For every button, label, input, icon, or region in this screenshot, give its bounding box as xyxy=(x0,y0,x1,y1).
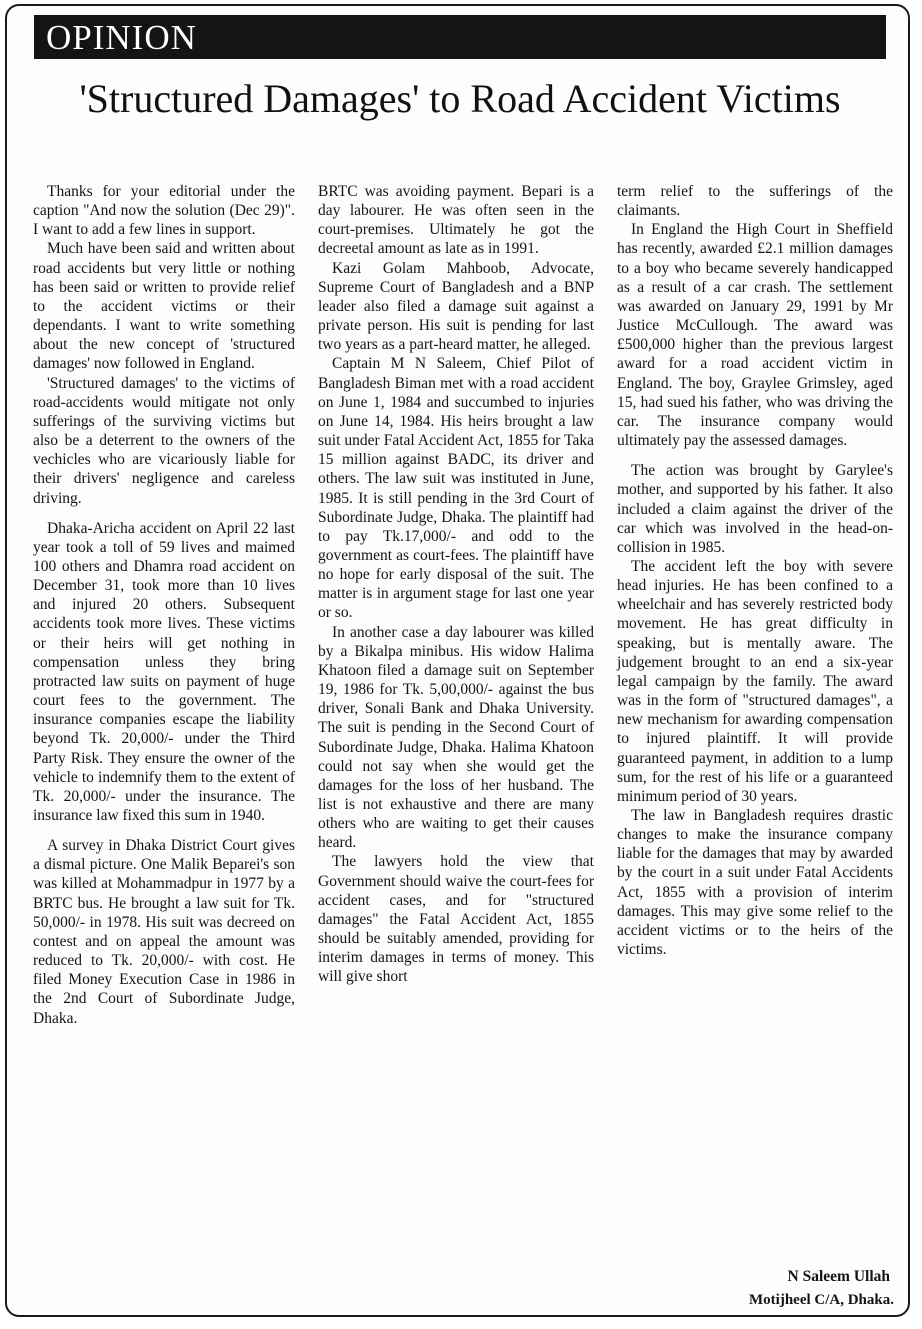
section-label: OPINION xyxy=(46,18,197,57)
paragraph: Much have been said and written about road accidents but very little or nothing has been said or written to provide relief to the accident victims or their dependants. I want to write something about the new concept of 'structured damages' now followed in England. xyxy=(33,240,295,373)
paragraph: A survey in Dhaka District Court gives a dismal picture. One Malik Beparei's son was killed at Mohammadpur in 1977 by a BRTC bus. He brought a law suit for Tk. 50,000/- in 1978. His suit was decreed on contest and on appeal the amount was reduced to Tk. 20,000/- with cost. He filed Money Execution Case in 1986 in the 2nd Court of Subordinate Judge, Dhaka. xyxy=(33,837,295,1027)
text-column-2 xyxy=(318,182,594,987)
paragraph: Thanks for your editorial under the caption "And now the solution (Dec 29)". I want to add a few lines in support. xyxy=(33,183,295,239)
paragraph: Captain M N Saleem, Chief Pilot of Bangladesh Biman met with a road accident on June 1, 1984 and succumbed to injuries on June 14, 1984. His heirs brought a law suit under Fatal Accident Act, 1855 for Taka 15 million against BADC, its driver and others. The law suit was instituted in June, 1985. It is still pending in the 3rd Court of Subordinate Judge, Dhaka. The plaintiff had to pay Tk.17,000/- and odd to the government as court-fees. The plaintiff have no hope for early disposal of the suit. The matter is in argument stage for last one year or so. xyxy=(318,355,594,622)
author-name: N Saleem Ullah xyxy=(787,1268,890,1285)
author-location: Motijheel C/A, Dhaka. xyxy=(749,1292,894,1308)
paragraph: BRTC was avoiding payment. Bepari is a day labourer. He was often seen in the court-premises. Ultimately he got the decreetal amount as late as in 1991. xyxy=(318,183,594,258)
paragraph: In another case a day labourer was killed by a Bikalpa minibus. His widow Halima Khatoon filed a damage suit on September 19, 1986 for Tk. 5,00,000/- against the bus driver, Sonali Bank and Dhaka University. The suit is pending in the Second Court of Subordinate Judge, Dhaka. Halima Khatoon could not say when she would get the damages for the loss of her husband. The list is not exhaustive and there are many others who are waiting to get their causes heard. xyxy=(318,623,594,852)
paragraph: Dhaka-Aricha accident on April 22 last year took a toll of 59 lives and maimed 100 others and Dhamra road accident on December 31, took more than 10 lives and injured 20 others. Subsequent accidents took more lives. These victims or their heirs will get nothing in compensation unless they bring protracted law suits on payment of huge court fees to the government. The insurance companies escape the liability beyond Tk. 20,000/- under the Third Party Risk. They ensure the owner of the vehicle to indemnify them to the extent of Tk. 20,000/- under the insurance. The insurance law fixed this sum in 1940. xyxy=(33,519,295,824)
paragraph: 'Structured damages' to the victims of road-accidents would mitigate not only sufferings of the surviving victims but also be a deterrent to the owners of the vechicles who are vicariously liable for their drivers' negligence and careless driving. xyxy=(33,374,295,507)
paragraph: The accident left the boy with severe head injuries. He has been confined to a wheelchair and has severely restricted body movement. He has great difficulty in speaking, but is mentally aware. The judgement brought to an end a six-year legal campaign by the family. The award was in the form of "structured damages", a new mechanism for awarding compensation to injured plaintiff. It will provide guaranteed payment, in addition to a lump sum, for the rest of his life or a guaranteed minimum period of 30 years. xyxy=(617,557,893,805)
paragraph: The lawyers hold the view that Government should waive the court-fees for accident cases, and for "structured damages" the Fatal Accident Act, 1855 should be suitably amended, providing for interim damages in terms of money. This will give short xyxy=(318,853,594,986)
text-column-1 xyxy=(33,182,295,1028)
paragraph: Kazi Golam Mahboob, Advocate, Supreme Court of Bangladesh and a BNP leader also filed a damage suit against a private person. His suit is pending for last two years as a part-heard matter, he alleged. xyxy=(318,259,594,354)
paragraph: The action was brought by Garylee's mother, and supported by his father. It also included a claim against the driver of the car which was involved in the head-on-collision in 1985. xyxy=(617,462,893,556)
paragraph: In England the High Court in Sheffield has recently, awarded £2.1 million damages to a boy who became severely handicapped as a result of a car crash. The settlement was awarded on January 29, 1991 by Mr Justice McCullough. The award was £500,000 higher than the previous largest award for a road accident victim in England. The boy, Graylee Grimsley, aged 15, had sued his father, who was driving the car. The insurance company would ultimately pay the assessed damages. xyxy=(617,221,893,450)
text-column-3 xyxy=(617,182,893,959)
headline: 'Structured Damages' to Road Accident Victims xyxy=(79,76,841,121)
paragraph: term relief to the sufferings of the claimants. xyxy=(617,183,893,220)
paragraph: The law in Bangladesh requires drastic changes to make the insurance company liable for the damages that may by awarded by the court in a suit under Fatal Accidents Act, 1855 with a provision of interim damages. This may give some relief to the accident victims or to the heirs of the victims. xyxy=(617,807,893,959)
